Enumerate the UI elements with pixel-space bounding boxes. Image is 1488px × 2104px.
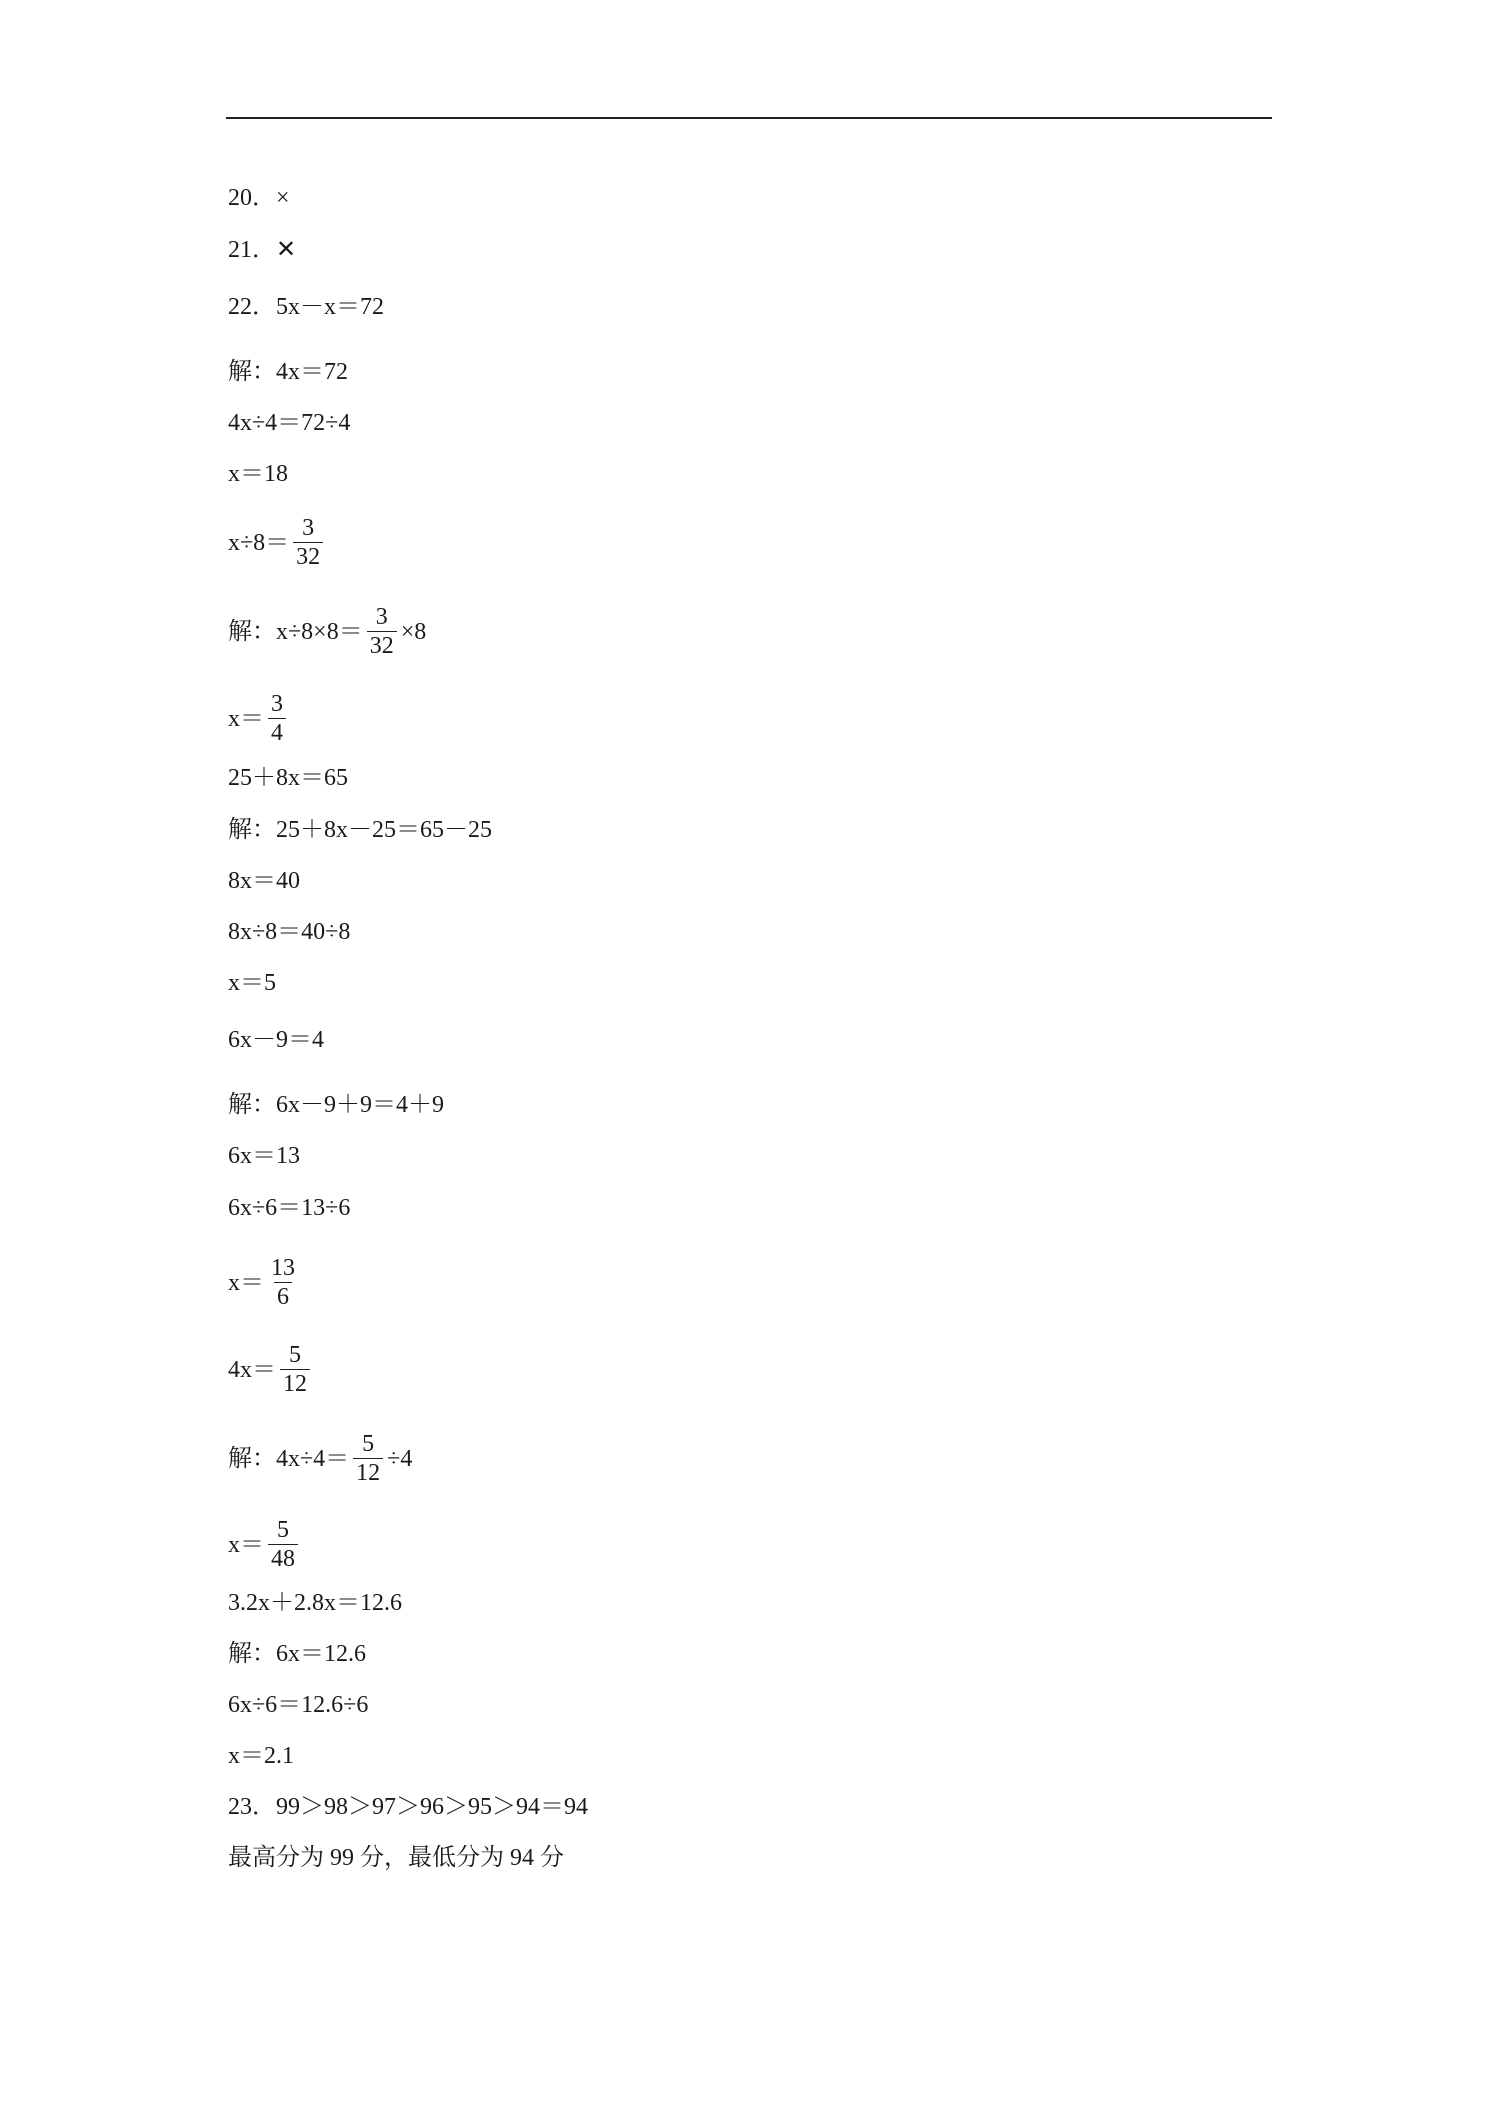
fraction-equation (228, 1254, 302, 1311)
equation-prefix: 解：x÷8×8＝ (228, 618, 363, 645)
solution-line: x＝18 (228, 461, 288, 487)
solution-line: 8x＝40 (228, 868, 300, 894)
solution-line: x＝5 (228, 970, 276, 996)
fraction-equation (228, 1516, 302, 1573)
fraction-numerator: 5 (277, 1517, 289, 1543)
fraction-numerator: 3 (302, 515, 315, 541)
fraction-denominator: 32 (293, 542, 323, 571)
fraction-numerator: 5 (289, 1342, 301, 1368)
answer-21: 21．✕ (228, 237, 297, 263)
fraction-denominator: 32 (367, 631, 397, 660)
equation-line: 25＋8x＝65 (228, 765, 348, 791)
equation-prefix: 4x＝ (228, 1356, 276, 1383)
answer-23-conclusion: 最高分为 99 分，最低分为 94 分 (228, 1845, 564, 1871)
fraction-numerator: 3 (271, 691, 283, 717)
fraction-denominator: 6 (274, 1282, 292, 1311)
equation-prefix: x＝ (228, 1269, 264, 1296)
fraction-equation (228, 1341, 314, 1398)
fraction-denominator: 12 (353, 1458, 383, 1487)
fraction (268, 1516, 298, 1573)
solution-line: 解：25＋8x－25＝65－25 (228, 817, 492, 843)
fraction-equation (228, 514, 327, 571)
fraction-denominator: 4 (268, 718, 286, 747)
fraction-numerator: 13 (271, 1255, 295, 1281)
solution-line: 6x÷6＝13÷6 (228, 1195, 351, 1221)
equation-line: 6x－9＝4 (228, 1027, 324, 1053)
fraction-numerator: 5 (362, 1431, 375, 1457)
solution-line: 6x÷6＝12.6÷6 (228, 1692, 369, 1718)
answer-20: 20．× (228, 185, 290, 211)
equation-prefix: x÷8＝ (228, 529, 290, 556)
fraction-numerator: 3 (375, 604, 388, 630)
fraction-equation (228, 690, 290, 747)
solution-line: 8x÷8＝40÷8 (228, 919, 351, 945)
solution-line: x＝2.1 (228, 1743, 294, 1769)
solution-line: 解：6x－9＋9＝4＋9 (228, 1092, 444, 1118)
equation-prefix: x＝ (228, 705, 264, 732)
equation-line: 3.2x＋2.8x＝12.6 (228, 1590, 402, 1616)
fraction-denominator: 48 (268, 1544, 298, 1573)
fraction (280, 1341, 310, 1398)
fraction-equation (228, 603, 426, 660)
fraction (268, 1254, 298, 1311)
equation-suffix: ÷4 (387, 1445, 413, 1472)
fraction (353, 1430, 383, 1487)
fraction (293, 514, 323, 571)
solution-line: 解：4x＝72 (228, 359, 348, 385)
fraction-denominator: 12 (280, 1369, 310, 1398)
solution-line: 6x＝13 (228, 1143, 300, 1169)
solution-line: 解：6x＝12.6 (228, 1641, 366, 1667)
equation-prefix: 解：4x÷4＝ (228, 1445, 350, 1472)
equation-prefix: x＝ (228, 1531, 264, 1558)
answer-23: 23．99＞98＞97＞96＞95＞94＝94 (228, 1794, 588, 1820)
fraction-equation (228, 1430, 412, 1487)
fraction (268, 690, 286, 747)
solution-line: 4x÷4＝72÷4 (228, 410, 351, 436)
fraction (367, 603, 397, 660)
equation-suffix: ×8 (400, 618, 427, 645)
header-rule (226, 117, 1272, 119)
answer-22-equation: 22．5x－x＝72 (228, 294, 384, 320)
